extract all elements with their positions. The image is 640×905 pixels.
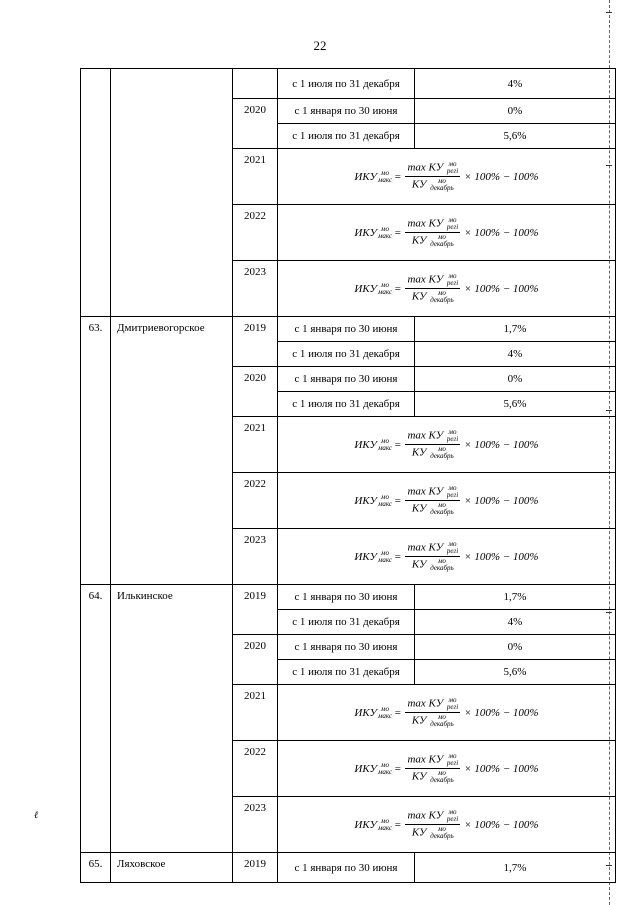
formula-numerator-indices — [447, 753, 458, 767]
period-cell: с 1 июля по 31 декабря — [278, 124, 415, 149]
formula-den-sub: декабрь — [430, 452, 454, 460]
period-cell: с 1 января по 30 июня — [278, 853, 415, 883]
formula-denominator-indices — [430, 558, 454, 572]
formula-cell — [278, 473, 616, 529]
formula-lhs-sub: макс — [377, 287, 393, 296]
year-cell: 2022 — [233, 473, 278, 529]
index-formula — [354, 217, 538, 248]
formula-num-sub: регі — [446, 547, 459, 555]
formula-lhs-sub: макс — [377, 711, 393, 720]
year-cell: 2020 — [233, 367, 278, 417]
formula-lhs-indices — [378, 494, 392, 508]
formula-fraction — [405, 429, 460, 460]
formula-lhs-indices — [378, 438, 392, 452]
formula-numerator — [405, 161, 460, 177]
formula-lhs: ИКУ — [354, 170, 377, 183]
formula-den-sub: декабрь — [430, 720, 454, 728]
formula-lhs: ИКУ — [354, 226, 377, 239]
formula-num-sup: мо — [448, 696, 457, 704]
formula-num-sub: регі — [446, 167, 459, 175]
formula-denominator-text: КУ — [411, 502, 427, 515]
formula-numerator-text: max КУ — [407, 273, 444, 286]
formula-denominator-text: КУ — [411, 234, 427, 247]
formula-numerator-text: max КУ — [407, 697, 444, 710]
formula-lhs-indices — [378, 282, 392, 296]
formula-lhs: ИКУ — [354, 494, 377, 507]
formula-equals: = — [394, 226, 402, 239]
formula-lhs-sup: мо — [381, 280, 389, 289]
table-row — [81, 585, 616, 610]
index-formula — [354, 809, 538, 840]
formula-tail: × 100% − 100% — [464, 706, 539, 719]
formula-den-sub: декабрь — [430, 832, 454, 840]
formula-denominator — [410, 557, 456, 572]
formula-equals: = — [394, 762, 402, 775]
formula-lhs-indices — [378, 706, 392, 720]
tariff-index-table — [80, 68, 616, 883]
index-formula — [354, 161, 538, 192]
formula-denominator-indices — [430, 714, 454, 728]
formula-den-sub: декабрь — [430, 508, 454, 516]
index-value-cell: 0% — [415, 367, 616, 392]
formula-num-sup: мо — [448, 752, 457, 760]
formula-lhs: ИКУ — [354, 438, 377, 451]
index-value-cell: 1,7% — [415, 853, 616, 883]
formula-denominator-text: КУ — [411, 714, 427, 727]
formula-lhs: ИКУ — [354, 706, 377, 719]
formula-den-sub: декабрь — [430, 564, 454, 572]
formula-lhs-sub: макс — [377, 823, 393, 832]
formula-lhs-sub: макс — [377, 231, 393, 240]
formula-numerator-indices — [447, 541, 458, 555]
year-cell: 2021 — [233, 685, 278, 741]
formula-lhs: ИКУ — [354, 550, 377, 563]
formula-den-sup: мо — [437, 825, 446, 833]
formula-denominator — [410, 289, 456, 304]
formula-numerator-text: max КУ — [407, 161, 444, 174]
year-cell: 2022 — [233, 741, 278, 797]
formula-lhs-sup: мо — [381, 704, 389, 713]
formula-den-sup: мо — [437, 501, 446, 509]
formula-equals: = — [394, 282, 402, 295]
settlement-name-cell — [111, 69, 233, 317]
formula-num-sup: мо — [448, 160, 457, 168]
formula-fraction — [405, 161, 460, 192]
formula-tail: × 100% − 100% — [464, 170, 539, 183]
formula-equals: = — [394, 438, 402, 451]
period-cell: с 1 января по 30 июня — [278, 367, 415, 392]
formula-denominator-text: КУ — [411, 290, 427, 303]
index-value-cell: 4% — [415, 610, 616, 635]
formula-lhs-sup: мо — [381, 760, 389, 769]
formula-tail: × 100% − 100% — [464, 818, 539, 831]
formula-den-sup: мо — [437, 445, 446, 453]
formula-denominator-text: КУ — [411, 558, 427, 571]
year-cell: 2021 — [233, 417, 278, 473]
formula-den-sup: мо — [437, 233, 446, 241]
formula-numerator-indices — [447, 485, 458, 499]
formula-equals: = — [394, 818, 402, 831]
settlement-name-cell: Ляховское — [111, 853, 233, 883]
index-formula — [354, 273, 538, 304]
formula-lhs-indices — [378, 762, 392, 776]
formula-den-sup: мо — [437, 769, 446, 777]
formula-num-sub: регі — [446, 703, 459, 711]
formula-numerator — [405, 809, 460, 825]
row-number-cell: 65. — [81, 853, 111, 883]
formula-numerator — [405, 697, 460, 713]
formula-lhs-sup: мо — [381, 548, 389, 557]
formula-numerator-indices — [447, 429, 458, 443]
year-cell: 2022 — [233, 205, 278, 261]
year-cell: 2023 — [233, 261, 278, 317]
index-formula — [354, 753, 538, 784]
formula-fraction — [405, 485, 460, 516]
formula-equals: = — [394, 706, 402, 719]
stray-mark: ℓ — [34, 810, 39, 821]
formula-numerator-indices — [447, 697, 458, 711]
formula-lhs-sup: мо — [381, 816, 389, 825]
formula-numerator — [405, 217, 460, 233]
formula-numerator-indices — [447, 273, 458, 287]
formula-den-sup: мо — [437, 557, 446, 565]
index-formula — [354, 697, 538, 728]
table-row — [81, 317, 616, 342]
formula-numerator-indices — [447, 161, 458, 175]
index-value-cell: 0% — [415, 635, 616, 660]
formula-equals: = — [394, 494, 402, 507]
formula-tail: × 100% − 100% — [464, 282, 539, 295]
formula-den-sub: декабрь — [430, 184, 454, 192]
formula-numerator-text: max КУ — [407, 429, 444, 442]
index-value-cell: 0% — [415, 99, 616, 124]
formula-den-sub: декабрь — [430, 240, 454, 248]
period-cell: с 1 января по 30 июня — [278, 99, 415, 124]
formula-denominator-text: КУ — [411, 446, 427, 459]
settlement-name-cell: Илькинское — [111, 585, 233, 853]
formula-numerator-text: max КУ — [407, 809, 444, 822]
formula-num-sup: мо — [448, 216, 457, 224]
period-cell: с 1 января по 30 июня — [278, 635, 415, 660]
formula-fraction — [405, 217, 460, 248]
formula-cell — [278, 417, 616, 473]
formula-num-sub: регі — [446, 491, 459, 499]
formula-tail: × 100% − 100% — [464, 550, 539, 563]
formula-lhs-sub: макс — [377, 767, 393, 776]
formula-lhs-sub: макс — [377, 555, 393, 564]
formula-lhs-sup: мо — [381, 492, 389, 501]
formula-denominator-indices — [430, 234, 454, 248]
formula-denominator — [410, 825, 456, 840]
formula-denominator-indices — [430, 770, 454, 784]
formula-cell — [278, 205, 616, 261]
index-value-cell: 5,6% — [415, 124, 616, 149]
index-value-cell: 1,7% — [415, 317, 616, 342]
formula-num-sub: регі — [446, 279, 459, 287]
formula-numerator — [405, 753, 460, 769]
formula-numerator-text: max КУ — [407, 217, 444, 230]
formula-denominator-indices — [430, 502, 454, 516]
formula-fraction — [405, 753, 460, 784]
formula-numerator — [405, 273, 460, 289]
formula-den-sub: декабрь — [430, 296, 454, 304]
period-cell: с 1 июля по 31 декабря — [278, 392, 415, 417]
year-cell — [233, 69, 278, 99]
formula-den-sup: мо — [437, 289, 446, 297]
settlement-name-cell: Дмитриевогорское — [111, 317, 233, 585]
period-cell: с 1 июля по 31 декабря — [278, 610, 415, 635]
index-formula — [354, 429, 538, 460]
formula-lhs-indices — [378, 550, 392, 564]
formula-num-sup: мо — [448, 484, 457, 492]
formula-numerator-indices — [447, 809, 458, 823]
formula-num-sub: регі — [446, 815, 459, 823]
year-cell: 2023 — [233, 797, 278, 853]
formula-num-sup: мо — [448, 428, 457, 436]
formula-denominator — [410, 233, 456, 248]
formula-den-sup: мо — [437, 177, 446, 185]
formula-tail: × 100% − 100% — [464, 226, 539, 239]
formula-lhs-indices — [378, 818, 392, 832]
index-value-cell: 5,6% — [415, 660, 616, 685]
formula-lhs-sub: макс — [377, 175, 393, 184]
formula-numerator-text: max КУ — [407, 485, 444, 498]
table-row — [81, 69, 616, 99]
formula-den-sub: декабрь — [430, 776, 454, 784]
formula-denominator-indices — [430, 178, 454, 192]
year-cell: 2019 — [233, 853, 278, 883]
formula-num-sup: мо — [448, 272, 457, 280]
formula-numerator — [405, 485, 460, 501]
formula-denominator — [410, 769, 456, 784]
page-number: 22 — [313, 38, 327, 53]
formula-tail: × 100% − 100% — [464, 438, 539, 451]
table-body — [81, 69, 616, 883]
formula-lhs: ИКУ — [354, 762, 377, 775]
period-cell: с 1 июля по 31 декабря — [278, 69, 415, 99]
row-number-cell — [81, 69, 111, 317]
formula-fraction — [405, 697, 460, 728]
formula-numerator — [405, 429, 460, 445]
year-cell: 2023 — [233, 529, 278, 585]
tariff-table-container — [80, 68, 616, 883]
formula-tail: × 100% − 100% — [464, 762, 539, 775]
formula-fraction — [405, 273, 460, 304]
year-cell: 2021 — [233, 149, 278, 205]
formula-num-sub: регі — [446, 759, 459, 767]
formula-lhs-sup: мо — [381, 168, 389, 177]
formula-fraction — [405, 809, 460, 840]
index-value-cell: 5,6% — [415, 392, 616, 417]
formula-lhs-sub: макс — [377, 443, 393, 452]
formula-lhs: ИКУ — [354, 282, 377, 295]
formula-denominator-text: КУ — [411, 178, 427, 191]
period-cell: с 1 января по 30 июня — [278, 585, 415, 610]
formula-numerator-text: max КУ — [407, 541, 444, 554]
formula-cell — [278, 797, 616, 853]
formula-lhs: ИКУ — [354, 818, 377, 831]
formula-denominator — [410, 177, 456, 192]
formula-numerator-indices — [447, 217, 458, 231]
formula-denominator — [410, 713, 456, 728]
year-cell: 2020 — [233, 635, 278, 685]
formula-lhs-indices — [378, 170, 392, 184]
year-cell: 2020 — [233, 99, 278, 149]
row-number-cell: 63. — [81, 317, 111, 585]
formula-cell — [278, 741, 616, 797]
formula-num-sup: мо — [448, 808, 457, 816]
formula-denominator-indices — [430, 290, 454, 304]
formula-cell — [278, 149, 616, 205]
formula-cell — [278, 529, 616, 585]
formula-lhs-sup: мо — [381, 224, 389, 233]
formula-equals: = — [394, 170, 402, 183]
formula-denominator-text: КУ — [411, 826, 427, 839]
table-row — [81, 853, 616, 883]
formula-den-sup: мо — [437, 713, 446, 721]
formula-denominator-text: КУ — [411, 770, 427, 783]
period-cell: с 1 января по 30 июня — [278, 317, 415, 342]
formula-num-sub: регі — [446, 223, 459, 231]
edge-mark — [606, 12, 612, 13]
year-cell: 2019 — [233, 317, 278, 367]
formula-numerator-text: max КУ — [407, 753, 444, 766]
formula-cell — [278, 261, 616, 317]
formula-fraction — [405, 541, 460, 572]
index-value-cell: 4% — [415, 69, 616, 99]
index-value-cell: 4% — [415, 342, 616, 367]
formula-numerator — [405, 541, 460, 557]
formula-tail: × 100% − 100% — [464, 494, 539, 507]
year-cell: 2019 — [233, 585, 278, 635]
formula-lhs-sup: мо — [381, 436, 389, 445]
formula-denominator-indices — [430, 826, 454, 840]
formula-num-sup: мо — [448, 540, 457, 548]
index-value-cell: 1,7% — [415, 585, 616, 610]
formula-num-sub: регі — [446, 435, 459, 443]
formula-denominator-indices — [430, 446, 454, 460]
formula-lhs-sub: макс — [377, 499, 393, 508]
row-number-cell: 64. — [81, 585, 111, 853]
index-formula — [354, 485, 538, 516]
formula-denominator — [410, 501, 456, 516]
period-cell: с 1 июля по 31 декабря — [278, 660, 415, 685]
formula-equals: = — [394, 550, 402, 563]
formula-cell — [278, 685, 616, 741]
formula-lhs-indices — [378, 226, 392, 240]
formula-denominator — [410, 445, 456, 460]
period-cell: с 1 июля по 31 декабря — [278, 342, 415, 367]
index-formula — [354, 541, 538, 572]
